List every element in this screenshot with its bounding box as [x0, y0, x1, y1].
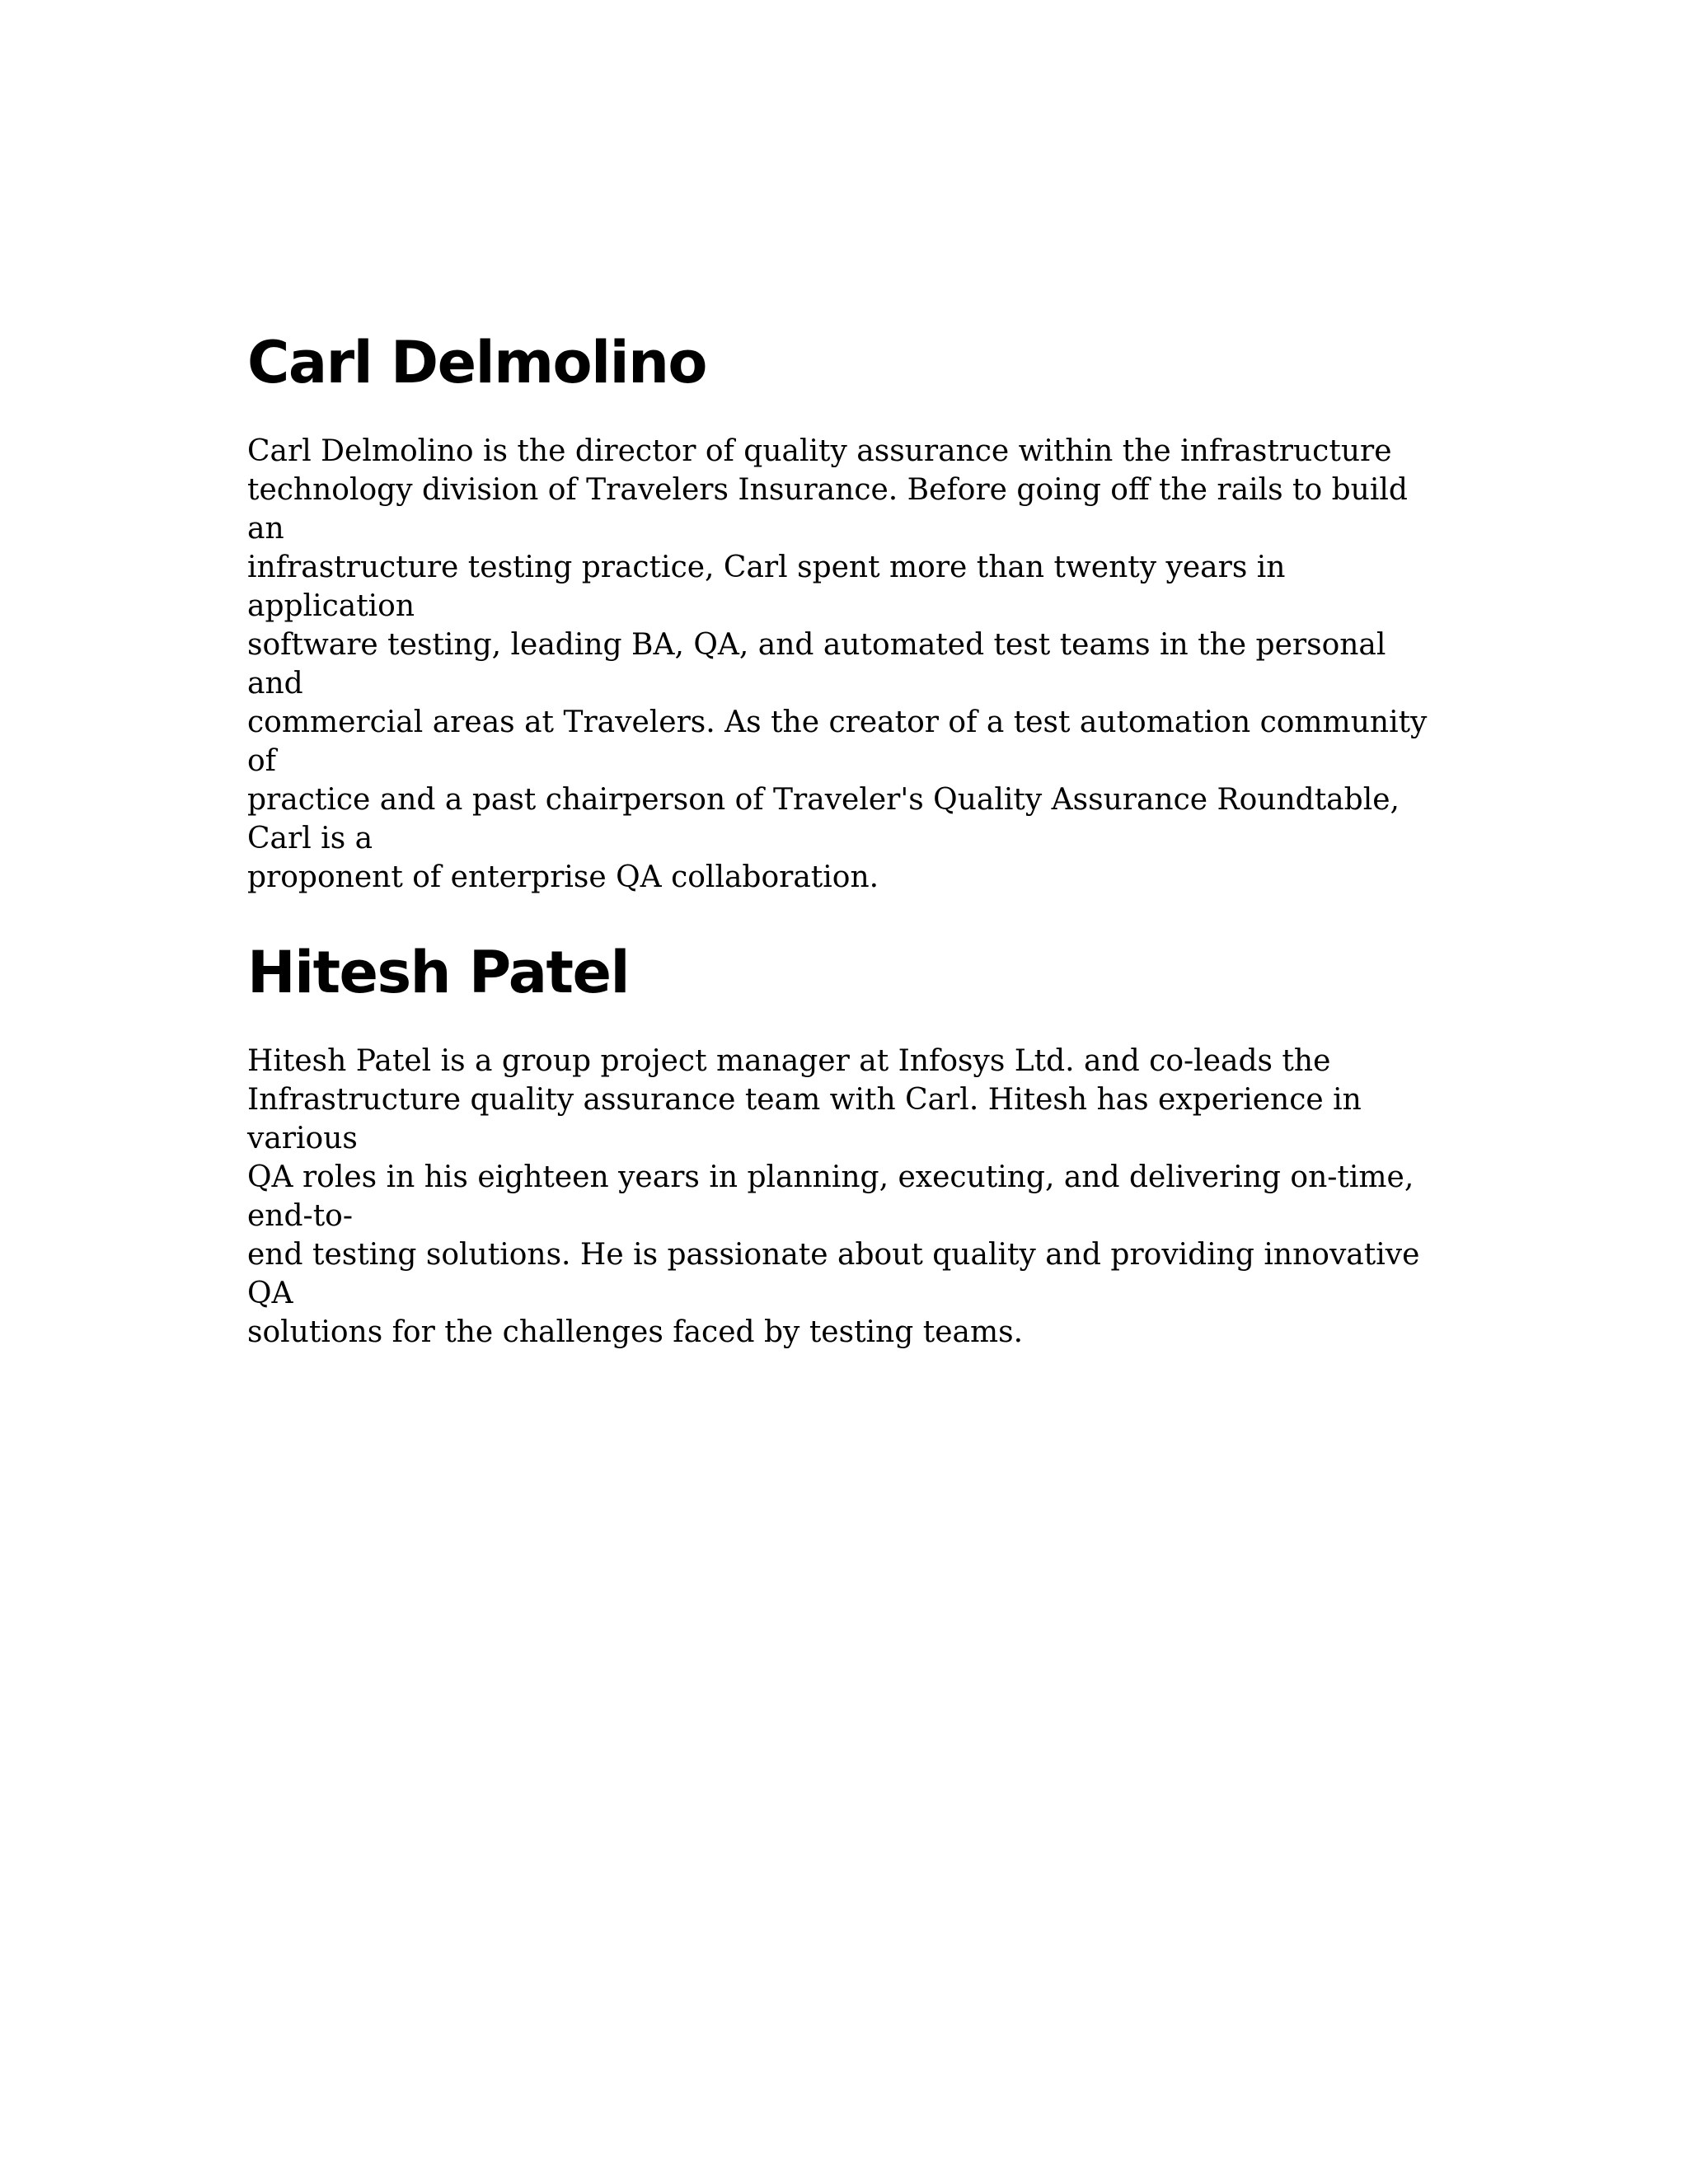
- bio-paragraph-carl-delmolino: Carl Delmolino is the director of quality assurance within the infrastructure technology division of Travelers Insurance. Before going off the rails to build an infrastructure testing practice, Carl spent more than twenty years in application software testing, leading BA, QA, and automated test teams in the personal and commercial areas at Travelers. As the creator of a test automation community of practice and a past chairperson of Traveler's Quality Assurance Roundtable, Carl is a proponent of enterprise QA collaboration.: [247, 434, 1428, 894]
- bio-heading-carl-delmolino: Carl Delmolino: [247, 329, 707, 396]
- bio-heading-hitesh-patel: Hitesh Patel: [247, 939, 629, 1006]
- bio-paragraph-hitesh-patel: Hitesh Patel is a group project manager at Infosys Ltd. and co-leads the Infrastructure quality assurance team with Carl. Hitesh has experience in various QA roles in his eighteen years in planning, executing, and delivering on-time, end-to- end testing solutions. He is passionate about quality and providing innovative QA solutions for the challenges faced by testing teams.: [247, 1044, 1420, 1349]
- bio-content: [247, 328, 1451, 1352]
